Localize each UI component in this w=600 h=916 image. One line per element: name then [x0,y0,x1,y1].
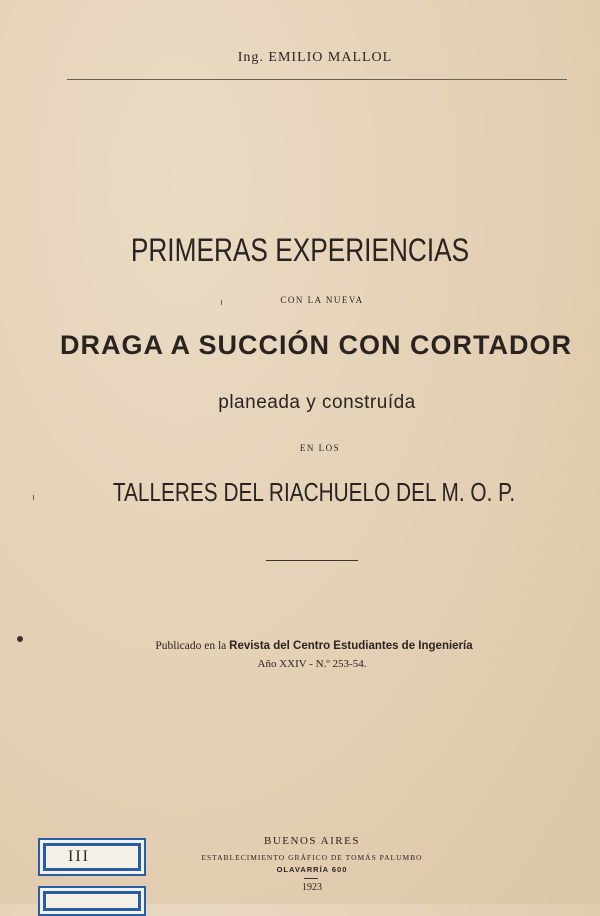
library-label-volume: III [43,843,141,871]
issue-number: Año XXIV - N.º 253-54. [257,658,367,670]
library-label [38,838,146,876]
connector-2: EN LOS [299,443,341,453]
imprint-rule [304,878,318,879]
author-name: Ing. EMILIO MALLOL [237,50,393,65]
connector-1: CON LA NUEVA [280,295,364,305]
imprint-street: OLAVARRÍA 600 [276,865,348,874]
library-label-lower [38,886,146,916]
library-label-lower-inner [43,891,141,911]
paper-mark [221,300,222,305]
imprint-city: BUENOS AIRES [264,835,360,847]
center-divider [266,560,358,561]
imprint-year: 1923 [302,882,322,893]
paper-mark [33,495,34,500]
ink-spot [17,636,23,642]
title-line-1: PRIMERAS EXPERIENCIAS [130,232,470,268]
imprint-printer: ESTABLECIMIENTO GRÁFICO DE TOMÁS PALUMBO [201,853,423,862]
header-rule [67,79,567,80]
title-line-2: DRAGA A SUCCIÓN CON CORTADOR [60,330,572,360]
subtitle: planeada y construída [218,392,416,413]
publication-prefix: Publicado en la [155,640,227,652]
publication-note [14,640,600,652]
journal-name: Revista del Centro Estudiantes de Ingeniería [229,640,473,652]
title-line-3: TALLERES DEL RIACHUELO DEL M. O. P. [112,477,516,507]
